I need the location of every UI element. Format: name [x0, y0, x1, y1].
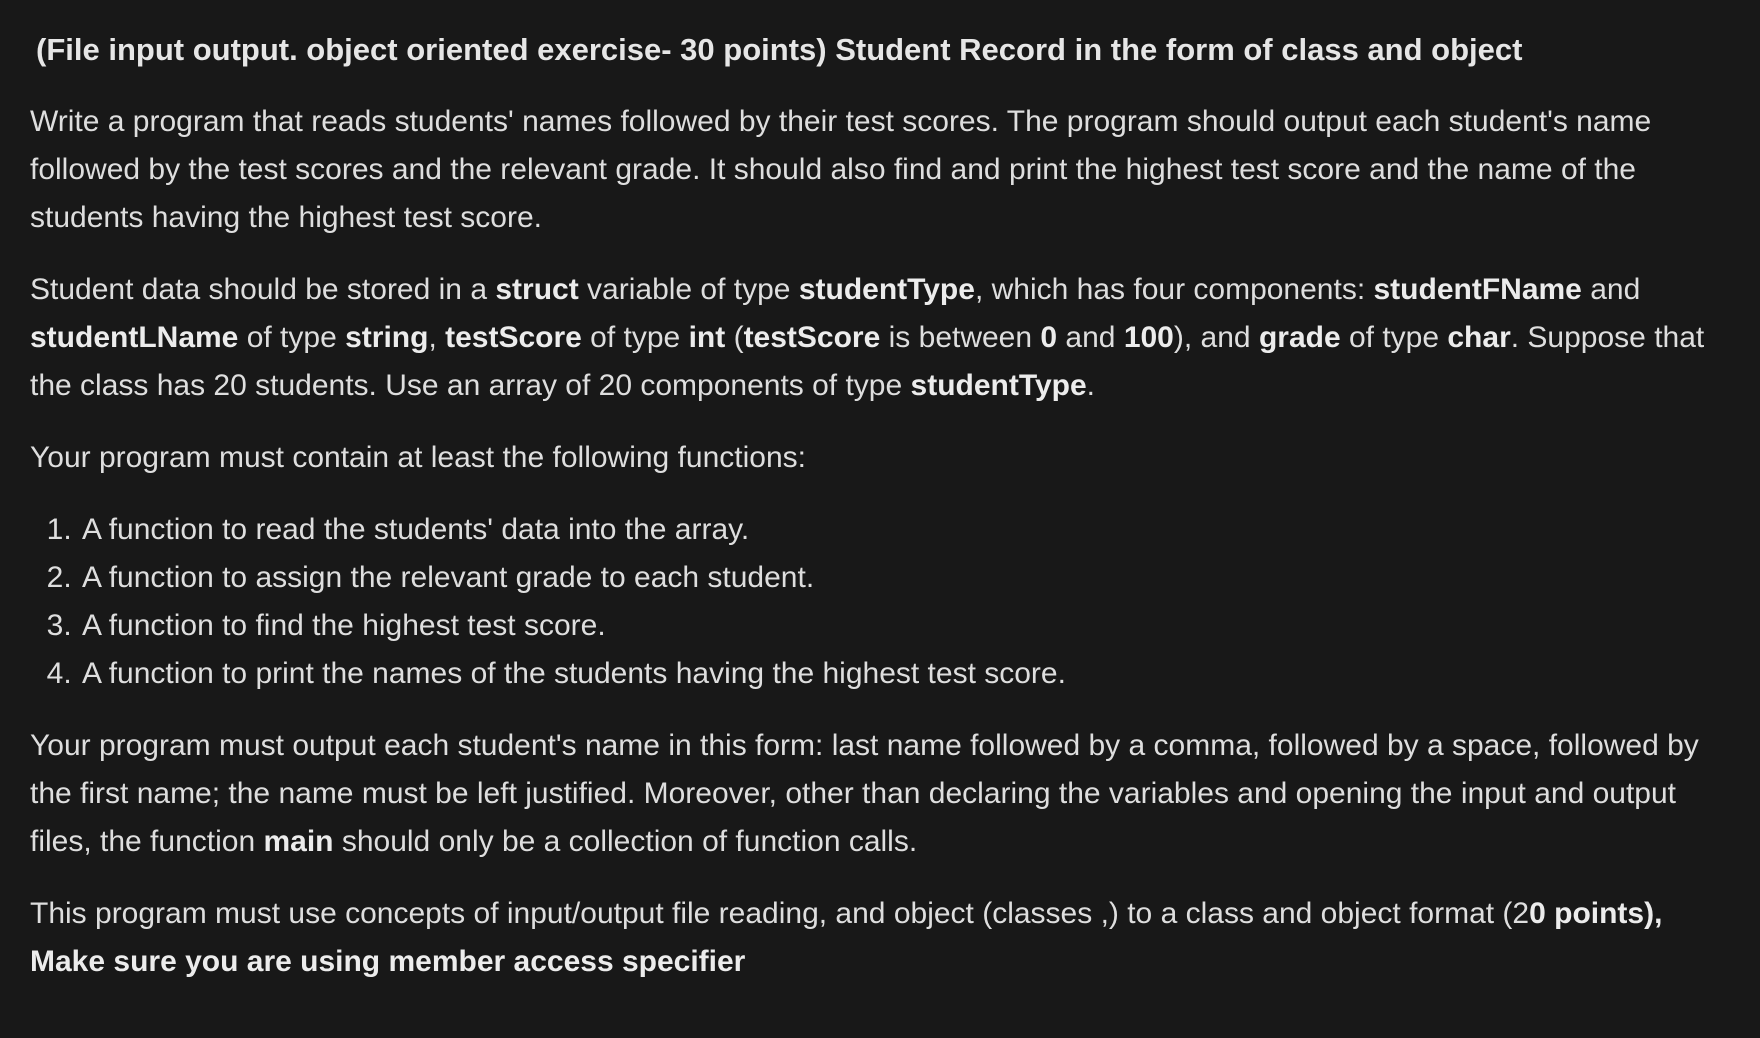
output-format-paragraph: Your program must output each student's name in this form: last name followed by a comma, followed by a space, followed by the first name; the name must be left justified. Moreover, other than declaring the variables and opening the input and output files, the function main should only be a collection of function calls. [30, 729, 1699, 858]
intro-paragraph: Write a program that reads students' names followed by their test scores. The program should output each student's name followed by the test scores and the relevant grade. It should also find and print the highest test score and the name of the students having the highest test score. [30, 105, 1652, 234]
list-item: 3. A function to find the highest test score. [80, 602, 1710, 650]
functions-intro: Your program must contain at least the following functions: [30, 441, 806, 474]
functions-list [30, 506, 1710, 698]
assignment-title: (File input output. object oriented exercise- 30 points) Student Record in the form of class and object [36, 32, 1523, 67]
assignment-document [30, 20, 1710, 986]
struct-paragraph: Student data should be stored in a struct variable of type studentType, which has four components: studentFName and studentLName of type string, testScore of type int (testScore is between 0 and 100), and grade of type char. Suppose that the class has 20 students. Use an array of 20 components of type studentType. [30, 273, 1705, 402]
list-item: 4. A function to print the names of the students having the highest test score. [80, 650, 1710, 698]
list-item: 1. A function to read the students' data into the array. [80, 506, 1710, 554]
requirements-paragraph: This program must use concepts of input/output file reading, and object (classes ,) to a class and object format (20 points), Make sure you are using member access specifier [30, 897, 1663, 978]
list-item: 2. A function to assign the relevant grade to each student. [80, 554, 1710, 602]
